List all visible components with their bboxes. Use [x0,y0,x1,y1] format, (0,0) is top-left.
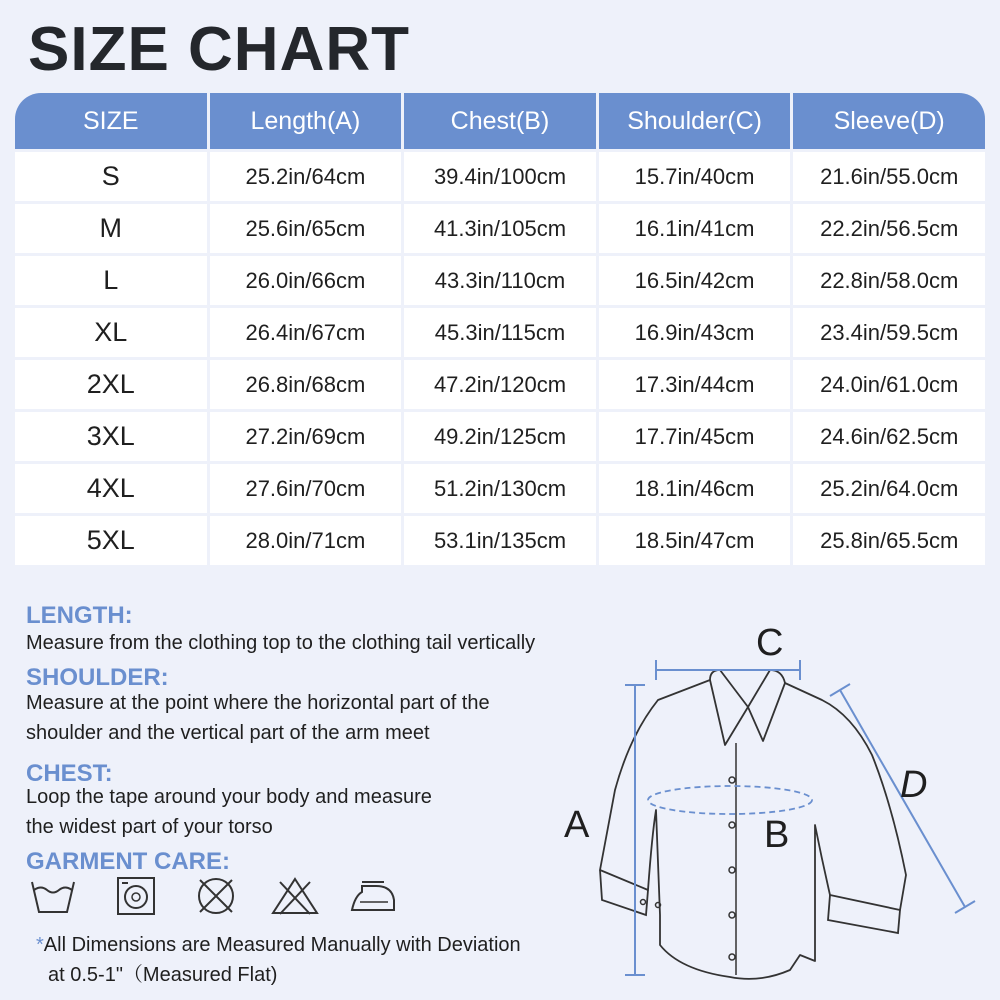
table-cell: 47.2in/120cm [404,360,596,409]
sleeve-line-top-cap [830,684,850,696]
length-text: Measure from the clothing top to the clothing tail vertically [26,632,536,654]
size-cell: XL [15,308,207,357]
label-d: D [900,764,928,806]
table-cell: 27.6in/70cm [210,464,402,513]
length-heading: LENGTH: [26,602,133,629]
hand-wash-icon [30,876,76,916]
label-c: C [756,622,784,664]
header-chest: Chest(B) [404,93,596,149]
sleeve-line-bottom-cap [955,901,975,913]
table-cell: 16.1in/41cm [599,204,791,253]
table-row [15,204,985,253]
left-cuff [600,870,648,915]
table-cell: 18.1in/46cm [599,464,791,513]
label-a: A [564,804,590,846]
shirt-button [729,867,735,873]
cuff-button [656,903,661,908]
low-iron-icon [348,876,398,916]
size-cell: L [15,256,207,305]
table-cell: 39.4in/100cm [404,152,596,201]
table-cell: 26.4in/67cm [210,308,402,357]
header-shoulder: Shoulder(C) [599,93,791,149]
table-row [15,308,985,357]
shirt-collar [710,670,785,745]
shirt-button [729,822,735,828]
table-cell: 45.3in/115cm [404,308,596,357]
size-cell: 2XL [15,360,207,409]
table-row [15,360,985,409]
table-cell: 24.0in/61.0cm [793,360,985,409]
table-cell: 24.6in/62.5cm [793,412,985,461]
shirt-button [729,954,735,960]
size-cell: 5XL [15,516,207,565]
size-cell: S [15,152,207,201]
table-cell: 23.4in/59.5cm [793,308,985,357]
chest-text-line2: the widest part of your torso [26,816,273,838]
do-not-tumble-dry-icon [194,876,238,916]
header-sleeve: Sleeve(D) [793,93,985,149]
table-cell: 28.0in/71cm [210,516,402,565]
right-cuff [828,895,900,933]
table-cell: 53.1in/135cm [404,516,596,565]
size-cell: 3XL [15,412,207,461]
table-cell: 18.5in/47cm [599,516,791,565]
shirt-diagram [560,615,1000,1000]
table-cell: 26.0in/66cm [210,256,402,305]
table-cell: 43.3in/110cm [404,256,596,305]
size-cell: M [15,204,207,253]
shirt-button [729,912,735,918]
table-header-row [15,93,985,149]
table-cell: 22.8in/58.0cm [793,256,985,305]
shirt-button [729,777,735,783]
machine-wash-icon [116,876,156,916]
size-table [12,90,988,568]
table-row [15,152,985,201]
chest-loop [648,786,812,814]
measurement-note [36,930,521,990]
chest-heading: CHEST: [26,760,113,787]
table-cell: 27.2in/69cm [210,412,402,461]
shoulder-heading: SHOULDER: [26,664,169,691]
page-title: SIZE CHART [28,15,410,84]
table-cell: 17.7in/45cm [599,412,791,461]
table-cell: 49.2in/125cm [404,412,596,461]
table-cell: 26.8in/68cm [210,360,402,409]
table-cell: 25.2in/64cm [210,152,402,201]
label-b: B [764,814,790,856]
note-line2: at 0.5-1"（Measured Flat) [48,964,278,986]
table-row [15,464,985,513]
table-row [15,516,985,565]
table-cell: 25.6in/65cm [210,204,402,253]
header-length: Length(A) [210,93,402,149]
table-cell: 16.5in/42cm [599,256,791,305]
note-star: * [36,934,44,956]
table-cell: 51.2in/130cm [404,464,596,513]
table-cell: 16.9in/43cm [599,308,791,357]
header-size: SIZE [15,93,207,149]
table-cell: 25.8in/65.5cm [793,516,985,565]
garment-care-heading: GARMENT CARE: [26,848,230,875]
table-cell: 25.2in/64.0cm [793,464,985,513]
chest-text-line1: Loop the tape around your body and measure [26,786,432,808]
table-cell: 41.3in/105cm [404,204,596,253]
shoulder-text-line1: Measure at the point where the horizontal part of the [26,692,490,714]
do-not-bleach-icon [270,876,320,916]
table-cell: 22.2in/56.5cm [793,204,985,253]
note-line1: All Dimensions are Measured Manually with Deviation [43,934,521,956]
cuff-button [641,900,646,905]
size-cell: 4XL [15,464,207,513]
table-cell: 21.6in/55.0cm [793,152,985,201]
table-cell: 15.7in/40cm [599,152,791,201]
table-body [15,152,985,565]
shoulder-text-line2: shoulder and the vertical part of the arm meet [26,722,430,744]
table-row [15,412,985,461]
table-row [15,256,985,305]
table-cell: 17.3in/44cm [599,360,791,409]
